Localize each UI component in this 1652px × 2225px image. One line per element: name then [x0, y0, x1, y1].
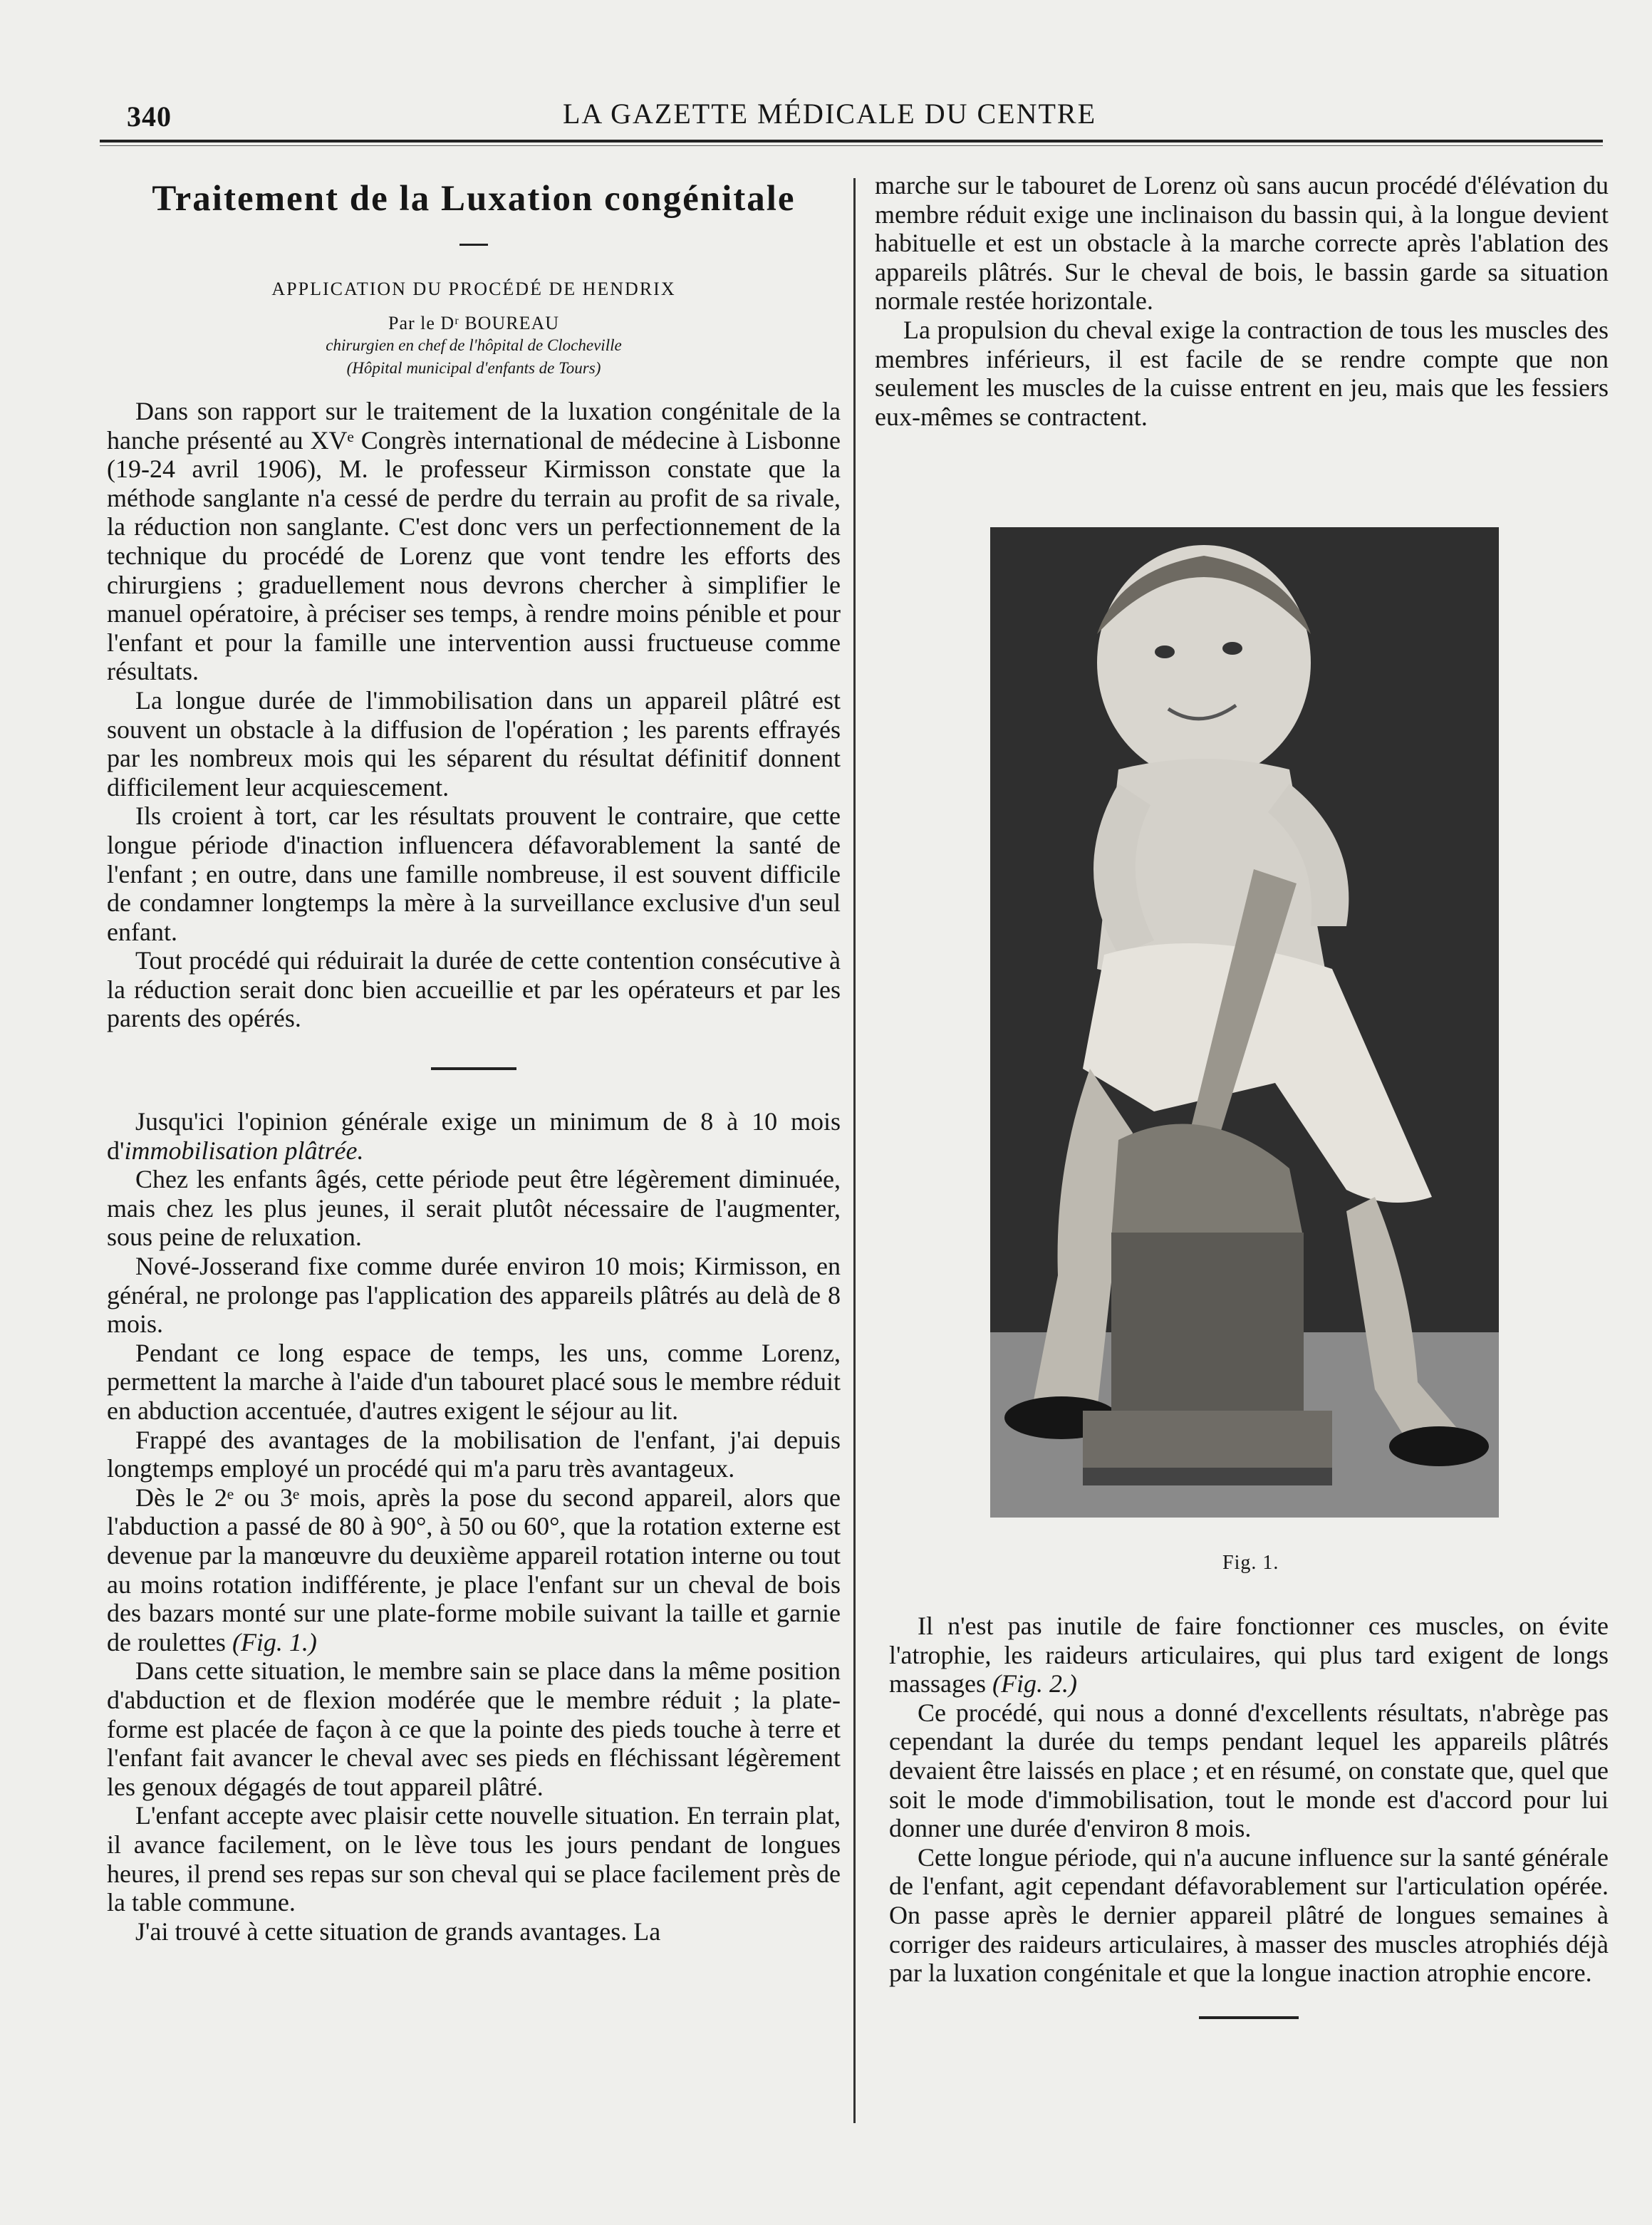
page-number: 340 — [127, 100, 172, 133]
article-subtitle: APPLICATION DU PROCÉDÉ DE HENDRIX — [271, 279, 676, 299]
left-column — [107, 171, 841, 1946]
end-separator — [1199, 2016, 1299, 2019]
paragraph: Ce procédé, qui nous a donné d'excellents résultats, n'abrège pas cependant la durée du temps pendant lequel les appareils plâtrés devaient être laissés en place ; et en résumé, on constate que, quel que soit le mode d'immobilisation, tout le monde est d'accord pour lui donner une durée d'environ 8 mois. — [889, 1698, 1609, 1843]
section-separator — [431, 1067, 516, 1070]
paragraph: Cette longue période, qui n'a aucune influence sur la santé générale de l'enfant, agit cependant défavorablement sur l'articulation opérée. On passe après le dernier appareil plâtré de longues semaines à corriger des raideurs articulaires, à masser des muscles atrophiés déjà par la luxation congénitale et que la longue inaction atrophie encore. — [889, 1842, 1609, 1988]
paragraph: Dans cette situation, le membre sain se place dans la même position d'abduction et de flexion modérée que le membre réduit ; la plate-forme est placée de façon à ce que la pointe des pieds touche à terre et l'enfant fait avancer le cheval avec ses pieds en fléchissant légèrement les genoux dégagés de tout appareil plâtré. — [107, 1656, 841, 1801]
paragraph-text: Il n'est pas inutile de faire fonctionner ces muscles, on évite l'atrophie, les raideurs articulaires, qui plus tard exigent de longs massages — [889, 1612, 1609, 1698]
paragraph: La longue durée de l'immobilisation dans un appareil plâtré est souvent un obstacle à la diffusion de l'opération ; les parents effrayés par les nombreux mois qui les séparent du résultat définitif donnent difficilement leur acquiescement. — [107, 685, 841, 802]
figure-reference: (Fig. 1.) — [232, 1627, 317, 1656]
continued-section — [875, 171, 1609, 431]
conclusion-section — [889, 1612, 1609, 1988]
paragraph — [107, 1107, 841, 1165]
method-section — [107, 1107, 841, 1946]
paragraph: Chez les enfants âgés, cette période peut être légèrement diminuée, mais chez les plus jeunes, il serait plutôt nécessaire de l'augmenter, sous peine de reluxation. — [107, 1165, 841, 1252]
paragraph: Tout procédé qui réduirait la durée de cette contention consécutive à la réduction serait donc bien accueillie et par les opérateurs et par les parents des opérés. — [107, 946, 841, 1033]
paragraph: Ils croient à tort, car les résultats prouvent le contraire, que cette longue période d'inaction influencera défavorablement la santé de l'enfant ; en outre, dans une famille nombreuse, il est souvent difficile de condamner longtemps la mère à la surveillance exclusive d'un seul enfant. — [107, 802, 841, 946]
header-rule — [100, 140, 1603, 142]
figure-photo — [990, 527, 1499, 1518]
paragraph — [107, 1483, 841, 1657]
intro-section — [107, 397, 841, 1033]
figure-reference: (Fig. 2.) — [992, 1669, 1077, 1698]
paragraph: La propulsion du cheval exige la contraction de tous les muscles des membres inférieurs, il est facile de se rendre compte que non seulement les muscles de la cuisse entrent en jeu, mais que les fessiers eux-mêmes se contractent. — [875, 315, 1609, 431]
figure-caption: Fig. 1. — [1222, 1552, 1279, 1574]
paragraph: Pendant ce long espace de temps, les uns, comme Lorenz, permettent la marche à l'aide d'un tabouret placé sous le membre réduit en abduction accentuée, d'autres exigent le séjour au lit. — [107, 1338, 841, 1425]
journal-title: LA GAZETTE MÉDICALE DU CENTRE — [563, 98, 1097, 130]
paragraph-text: Dès le 2ᵉ ou 3ᵉ mois, après la pose du second appareil, alors que l'abduction a passé de 80 à 90°, à 50 ou 60°, que la rotation externe est devenue par la manœuvre du deuxième appareil rotation interne ou tout au moins rotation indifférente, je place l'enfant sur un cheval de bois des bazars monté sur une plate-forme mobile suivant la taille et garnie de roulettes — [107, 1483, 841, 1656]
emphasis: immobilisation plâtrée. — [124, 1136, 364, 1165]
paragraph: J'ai trouvé à cette situation de grands avantages. La — [135, 1917, 661, 1946]
paragraph: L'enfant accepte avec plaisir cette nouvelle situation. En terrain plat, il avance facilement, on le lève tous les jours pendant de longues heures, il prend ses repas sur son cheval qui se place facilement près de la table commune. — [107, 1801, 841, 1917]
right-column-lower — [889, 1612, 1609, 2019]
child-on-rocking-horse-image — [990, 527, 1499, 1518]
author-affiliation-2: (Hôpital municipal d'enfants de Tours) — [346, 359, 601, 377]
right-column — [875, 171, 1609, 431]
author-affiliation-1: chirurgien en chef de l'hôpital de Clocheville — [326, 336, 622, 354]
title-dash — [459, 244, 488, 246]
article-title: Traitement de la Luxation congénitale — [152, 179, 796, 219]
paragraph: Nové-Josserand fixe comme durée environ 10 mois; Kirmisson, en général, ne prolonge pas l'application des appareils plâtrés au delà de 8 mois. — [107, 1252, 841, 1339]
header-rule-thin — [100, 145, 1603, 146]
paragraph: Frappé des avantages de la mobilisation de l'enfant, j'ai depuis longtemps employé un procédé qui m'a paru très avantageux. — [107, 1425, 841, 1483]
paragraph — [889, 1612, 1609, 1698]
column-divider — [853, 178, 856, 2123]
author-byline: Par le Dʳ BOUREAU — [388, 313, 560, 333]
paragraph: marche sur le tabouret de Lorenz où sans aucun procédé d'élévation du membre réduit exige une inclinaison du bassin qui, à la longue devient habituelle et est un obstacle à la marche correcte après l'ablation des appareils plâtrés. Sur le cheval de bois, le bassin garde sa situation normale restée horizontale. — [875, 171, 1609, 316]
paragraph: Dans son rapport sur le traitement de la luxation congénitale de la hanche présenté au XVᵉ Congrès international de médecine à Lisbonne (19-24 avril 1906), M. le professeur Kirmisson constate que la méthode sanglante n'a cessé de perdre du terrain au profit de sa rivale, la réduction non sanglante. C'est donc vers un perfectionnement de la technique du procédé de Lorenz que vont tendre les efforts des chirurgiens ; graduellement nous devrons chercher à simplifier le manuel opératoire, à préciser ses temps, à rendre moins pénible et pour l'enfant et pour la famille une intervention aussi fructueuse comme résultats. — [107, 397, 841, 686]
paragraph-text: Jusqu'ici l'opinion générale exige un minimum de 8 à 10 mois d' — [107, 1107, 841, 1165]
